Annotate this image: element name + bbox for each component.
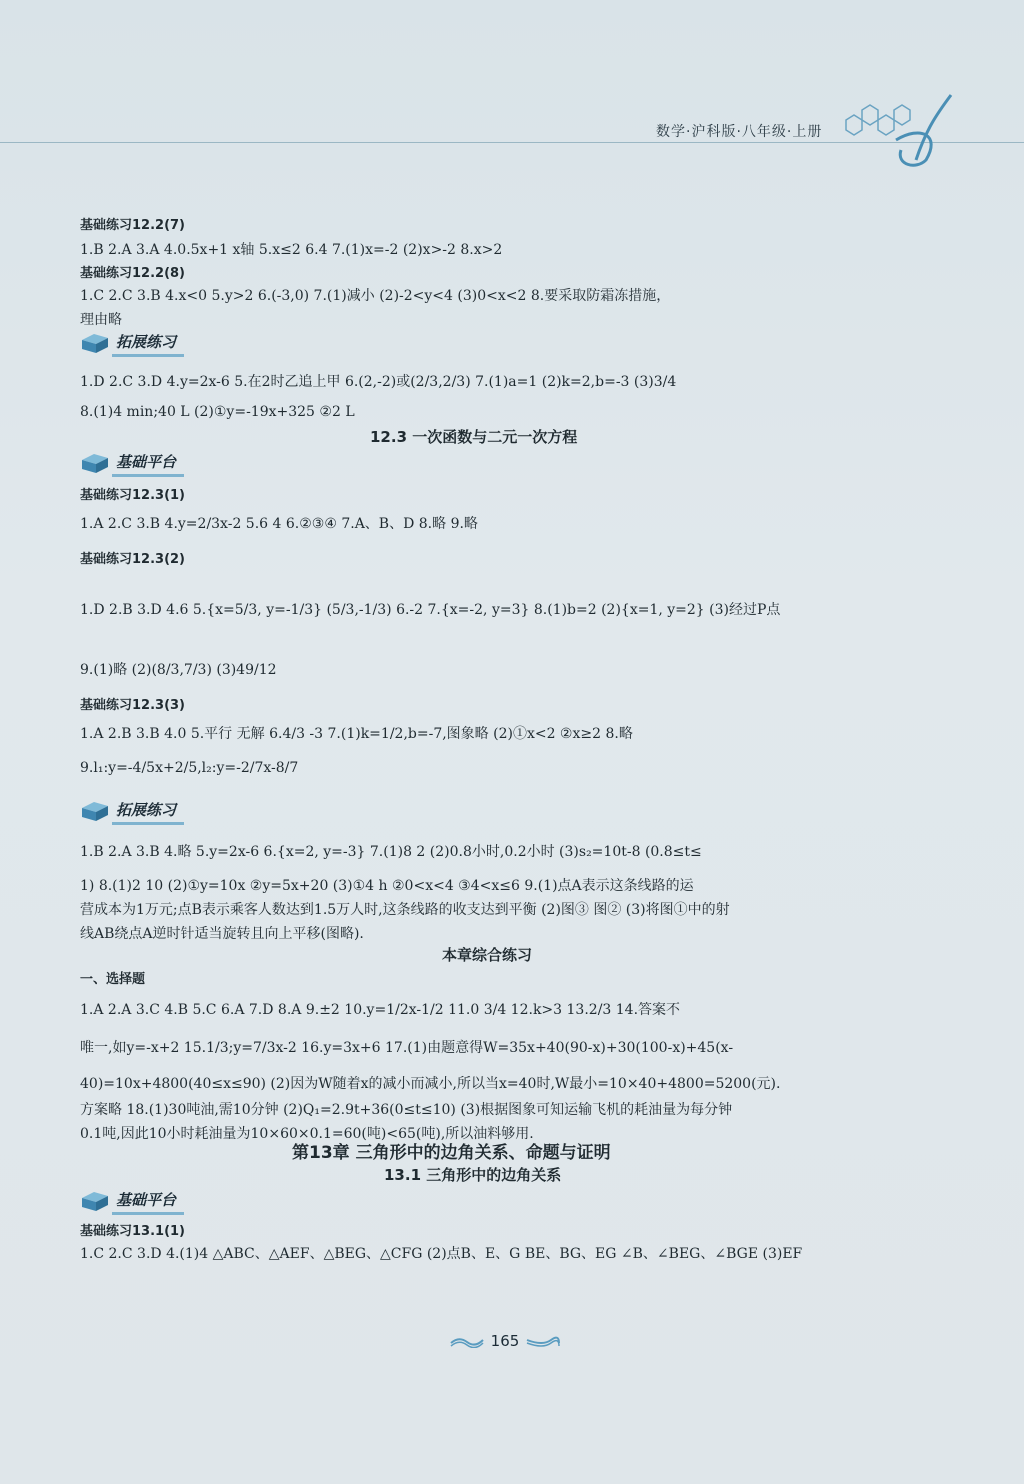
tag-label: 基础平台 [112,1187,184,1215]
section-heading: 一、选择题 [80,972,146,987]
section-title: 12.3 一次函数与二元一次方程 [370,428,578,446]
section-heading: 基础练习12.2(8) [80,266,186,281]
answer-line: 1.A 2.C 3.B 4.y=2/3x-2 5.6 4 6.②③④ 7.A、B、D 8.略 9.略 [80,516,478,532]
section-heading: 基础练习12.2(7) [80,218,186,233]
answer-line: 1.B 2.A 3.A 4.0.5x+1 x轴 5.x≤2 6.4 7.(1)x=-2 (2)x>-2 8.x>2 [80,242,503,258]
answer-line: 9.(1)略 (2)(8/3,7/3) (3)49/12 [80,662,277,678]
tag-label: 拓展练习 [112,797,184,825]
tag-label: 拓展练习 [112,329,184,357]
tag-basic-platform [80,1188,184,1214]
answer-line: 9.l₁:y=-4/5x+2/5,l₂:y=-2/7x-8/7 [80,760,299,776]
answer-line: 理由略 [80,312,122,328]
answer-line: 1.D 2.B 3.D 4.6 5.{x=5/3, y=-1/3} (5/3,-1/3) 6.-2 7.{x=-2, y=3} 8.(1)b=2 (2){x=1, y=2} (3)经过P点 [80,602,781,618]
answer-line: 1.C 2.C 3.B 4.x<0 5.y>2 6.(-3,0) 7.(1)减小 (2)-2<y<4 (3)0<x<2 8.要采取防霜冻措施， [80,288,671,304]
answer-line: 1.B 2.A 3.B 4.略 5.y=2x-6 6.{x=2, y=-3} 7.(1)8 2 (2)0.8小时,0.2小时 (3)s₂=10t-8 (0.8≤t≤ [80,844,702,860]
tag-extension-practice [80,798,184,824]
section-heading: 基础练习12.3(3) [80,698,186,713]
hexagon-logo-icon [826,90,956,170]
answer-line: 营成本为1万元;点B表示乘客人数达到1.5万人时,这条线路的收支达到平衡 (2)图③ 图② (3)将图①中的射 [80,902,730,918]
cube-icon [80,452,110,474]
section-heading: 基础练习13.1(1) [80,1224,186,1239]
section-title: 13.1 三角形中的边角关系 [384,1166,562,1184]
section-heading: 基础练习12.3(1) [80,488,186,503]
answer-line: 1.A 2.B 3.B 4.0 5.平行 无解 6.4/3 -3 7.(1)k=1/2,b=-7,图象略 (2)①x<2 ②x≥2 8.略 [80,726,633,742]
tag-extension-practice [80,330,184,356]
section-heading: 基础练习12.3(2) [80,552,186,567]
cube-icon [80,1190,110,1212]
tag-basic-platform [80,450,184,476]
answer-line: 0.1吨,因此10小时耗油量为10×60×0.1=60(吨)<65(吨),所以油料够用. [80,1126,534,1142]
answer-line: 8.(1)4 min;40 L (2)①y=-19x+325 ②2 L [80,404,355,420]
answer-line: 唯一,如y=-x+2 15.1/3;y=7/3x-2 16.y=3x+6 17.(1)由题意得W=35x+40(90-x)+30(100-x)+45(x- [80,1040,734,1056]
answer-line: 方案略 18.(1)30吨油,需10分钟 (2)Q₁=2.9t+36(0≤t≤10) (3)根据图象可知运输飞机的耗油量为每分钟 [80,1102,733,1118]
answer-line: 线AB绕点A逆时针适当旋转且向上平移(图略). [80,926,364,942]
chapter-title: 第13章 三角形中的边角关系、命题与证明 [292,1143,611,1163]
page-number-footer [440,1326,570,1356]
answer-line: 1.D 2.C 3.D 4.y=2x-6 5.在2时乙追上甲 6.(2,-2)或(2/3,2/3) 7.(1)a=1 (2)k=2,b=-3 (3)3/4 [80,374,677,390]
wave-ornament-icon [449,1334,485,1348]
wave-ornament-icon [525,1334,561,1348]
answer-line: 40)=10x+4800(40≤x≤90) (2)因为W随着x的减小而减小,所以当x=40时,W最小=10×40+4800=5200(元). [80,1076,781,1092]
page-number: 165 [490,1332,520,1350]
answer-line: 1) 8.(1)2 10 (2)①y=10x ②y=5x+20 (3)①4 h ②0<x<4 ③4<x≤6 9.(1)点A表示这条线路的运 [80,878,694,894]
header-title: 数学·沪科版·八年级·上册 [656,124,823,140]
answer-line: 1.C 2.C 3.D 4.(1)4 △ABC、△AEF、△BEG、△CFG (2)点B、E、G BE、BG、EG ∠B、∠BEG、∠BGE (3)EF [80,1246,803,1262]
tag-label: 基础平台 [112,449,184,477]
cube-icon [80,332,110,354]
cube-icon [80,800,110,822]
section-title: 本章综合练习 [442,946,533,964]
answer-line: 1.A 2.A 3.C 4.B 5.C 6.A 7.D 8.A 9.±2 10.y=1/2x-1/2 11.0 3/4 12.k>3 13.2/3 14.答案不 [80,1002,681,1018]
